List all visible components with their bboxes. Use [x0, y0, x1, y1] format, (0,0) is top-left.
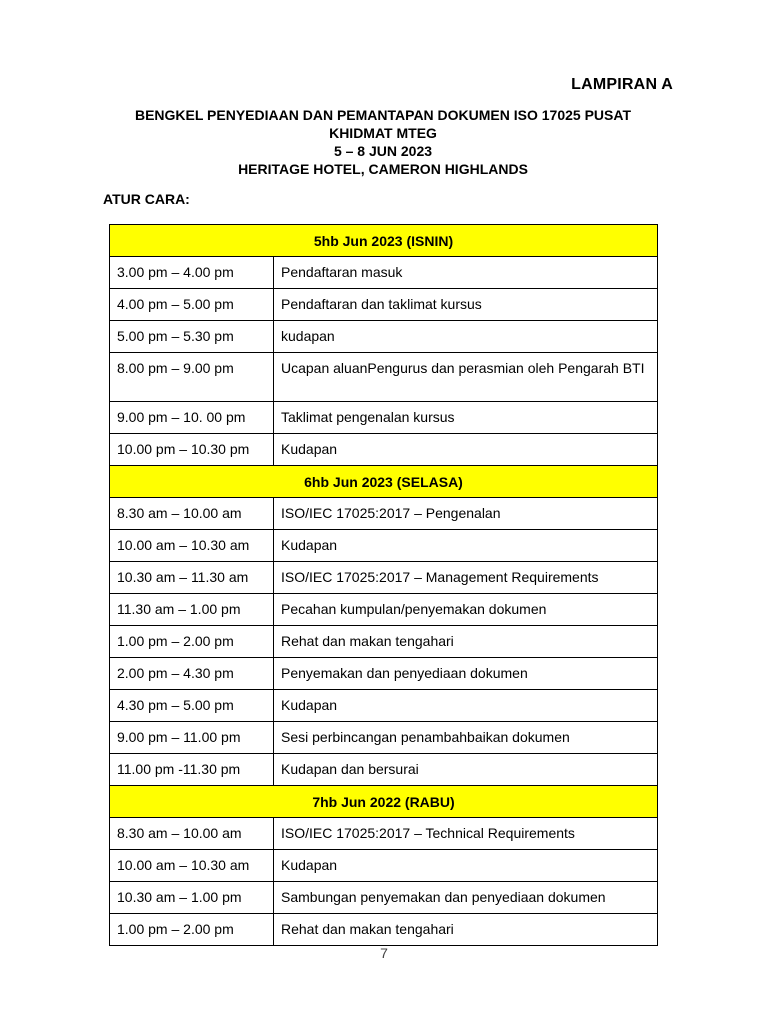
time-cell: 10.00 am – 10.30 am — [110, 850, 274, 882]
day-header-row — [110, 786, 658, 818]
table-row — [110, 722, 658, 754]
time-cell: 10.30 am – 11.30 am — [110, 562, 274, 594]
activity-cell: ISO/IEC 17025:2017 – Management Requirements — [274, 562, 658, 594]
table-row — [110, 594, 658, 626]
document-heading — [100, 106, 666, 178]
heading-line-4: HERITAGE HOTEL, CAMERON HIGHLANDS — [238, 161, 528, 177]
table-row — [110, 754, 658, 786]
activity-cell: kudapan — [274, 321, 658, 353]
table-row — [110, 530, 658, 562]
activity-cell: Kudapan — [274, 434, 658, 466]
activity-cell: Kudapan — [274, 690, 658, 722]
time-cell: 4.00 pm – 5.00 pm — [110, 289, 274, 321]
activity-cell: ISO/IEC 17025:2017 – Pengenalan — [274, 498, 658, 530]
time-cell: 10.00 am – 10.30 am — [110, 530, 274, 562]
time-cell: 1.00 pm – 2.00 pm — [110, 626, 274, 658]
table-row — [110, 690, 658, 722]
time-cell: 10.30 am – 1.00 pm — [110, 882, 274, 914]
time-cell: 4.30 pm – 5.00 pm — [110, 690, 274, 722]
heading-line-2: KHIDMAT MTEG — [329, 125, 437, 141]
schedule-table — [109, 224, 658, 946]
day-header-row — [110, 466, 658, 498]
table-row — [110, 353, 658, 402]
table-row — [110, 882, 658, 914]
time-cell: 11.30 am – 1.00 pm — [110, 594, 274, 626]
table-row — [110, 850, 658, 882]
time-cell: 9.00 pm – 10. 00 pm — [110, 402, 274, 434]
activity-cell: ISO/IEC 17025:2017 – Technical Requirements — [274, 818, 658, 850]
time-cell: 10.00 pm – 10.30 pm — [110, 434, 274, 466]
time-cell: 9.00 pm – 11.00 pm — [110, 722, 274, 754]
time-cell: 2.00 pm – 4.30 pm — [110, 658, 274, 690]
section-label: ATUR CARA: — [103, 191, 190, 207]
time-cell: 5.00 pm – 5.30 pm — [110, 321, 274, 353]
table-row — [110, 562, 658, 594]
activity-cell: Taklimat pengenalan kursus — [274, 402, 658, 434]
table-row — [110, 289, 658, 321]
activity-cell: Rehat dan makan tengahari — [274, 914, 658, 946]
activity-cell: Penyemakan dan penyediaan dokumen — [274, 658, 658, 690]
activity-cell: Sambungan penyemakan dan penyediaan dokumen — [274, 882, 658, 914]
time-cell: 8.30 am – 10.00 am — [110, 818, 274, 850]
table-row — [110, 658, 658, 690]
table-row — [110, 626, 658, 658]
activity-cell: Rehat dan makan tengahari — [274, 626, 658, 658]
table-row — [110, 914, 658, 946]
table-row — [110, 818, 658, 850]
table-row — [110, 434, 658, 466]
day-header: 6hb Jun 2023 (SELASA) — [110, 466, 658, 498]
day-header-row — [110, 225, 658, 257]
activity-cell: Kudapan — [274, 850, 658, 882]
time-cell: 1.00 pm – 2.00 pm — [110, 914, 274, 946]
table-row — [110, 321, 658, 353]
heading-line-3: 5 – 8 JUN 2023 — [333, 143, 433, 159]
table-row — [110, 257, 658, 289]
time-cell: 8.00 pm – 9.00 pm — [110, 353, 274, 402]
time-cell: 3.00 pm – 4.00 pm — [110, 257, 274, 289]
activity-cell: Pendaftaran masuk — [274, 257, 658, 289]
appendix-label: LAMPIRAN A — [571, 76, 673, 93]
day-header: 7hb Jun 2022 (RABU) — [110, 786, 658, 818]
table-row — [110, 498, 658, 530]
table-row — [110, 402, 658, 434]
activity-cell: Pecahan kumpulan/penyemakan dokumen — [274, 594, 658, 626]
activity-cell: Sesi perbincangan penambahbaikan dokumen — [274, 722, 658, 754]
time-cell: 8.30 am – 10.00 am — [110, 498, 274, 530]
activity-cell: Ucapan aluanPengurus dan perasmian oleh Pengarah BTI — [274, 353, 658, 402]
activity-cell: Kudapan — [274, 530, 658, 562]
heading-line-1: BENGKEL PENYEDIAAN DAN PEMANTAPAN DOKUMEN ISO 17025 PUSAT — [134, 107, 632, 123]
activity-cell: Pendaftaran dan taklimat kursus — [274, 289, 658, 321]
day-header: 5hb Jun 2023 (ISNIN) — [110, 225, 658, 257]
activity-cell: Kudapan dan bersurai — [274, 754, 658, 786]
time-cell: 11.00 pm -11.30 pm — [110, 754, 274, 786]
page-number: 7 — [380, 945, 388, 961]
